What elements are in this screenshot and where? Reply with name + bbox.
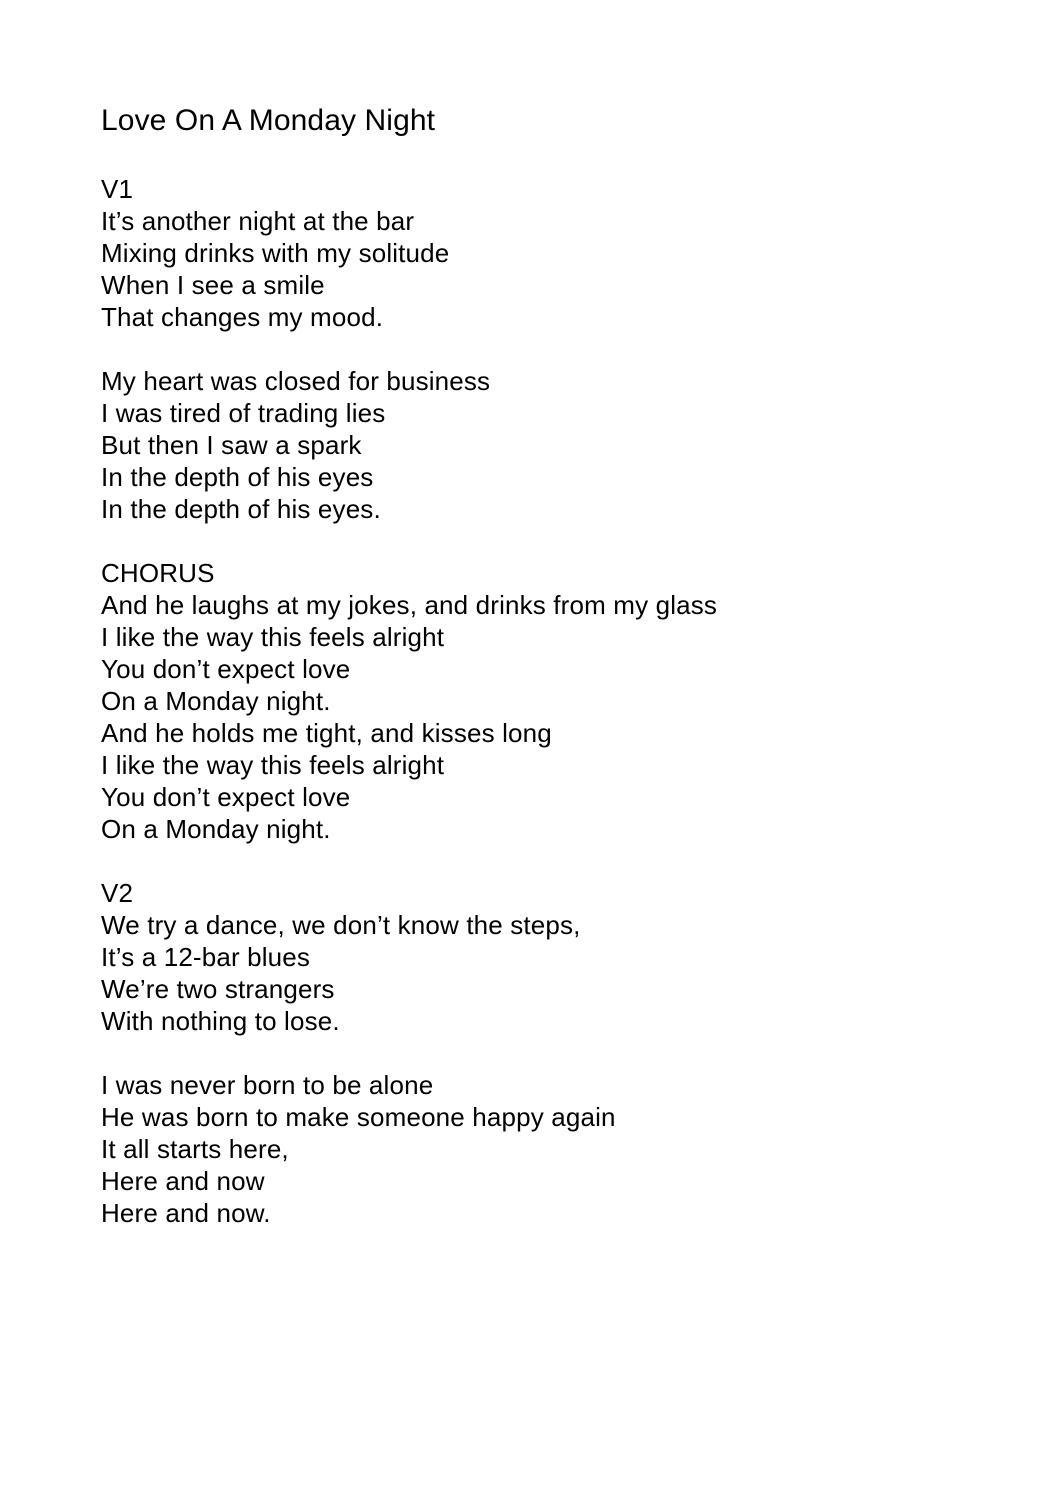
lyric-line: On a Monday night. <box>101 686 331 716</box>
lyric-line: Mixing drinks with my solitude <box>101 238 450 268</box>
section-v2 <box>101 877 1001 1229</box>
lyric-line: My heart was closed for business <box>101 366 491 396</box>
lyric-line: It all starts here, <box>101 1134 289 1164</box>
lyric-line: And he holds me tight, and kisses long <box>101 718 552 748</box>
lyric-line: It’s another night at the bar <box>101 206 415 236</box>
spacer <box>101 333 1001 365</box>
stanza <box>101 205 1001 333</box>
lyric-line: In the depth of his eyes. <box>101 494 381 524</box>
lyric-line: It’s a 12-bar blues <box>101 942 311 972</box>
stanza <box>101 909 1001 1037</box>
lyric-line: When I see a smile <box>101 270 325 300</box>
lyrics-content <box>101 103 1001 1229</box>
section-label-chorus: CHORUS <box>101 558 215 588</box>
lyric-line: And he laughs at my jokes, and drinks from my glass <box>101 590 718 620</box>
lyric-line: Here and now. <box>101 1198 271 1228</box>
lyric-line: I was never born to be alone <box>101 1070 434 1100</box>
stanza <box>101 365 1001 525</box>
stanza <box>101 589 1001 845</box>
stanza <box>101 1069 1001 1229</box>
lyric-line: In the depth of his eyes <box>101 462 374 492</box>
lyric-line: I like the way this feels alright <box>101 750 445 780</box>
lyric-line: I like the way this feels alright <box>101 622 445 652</box>
lyric-line: You don’t expect love <box>101 654 351 684</box>
lyric-line: On a Monday night. <box>101 814 331 844</box>
spacer <box>101 139 1001 173</box>
lyric-line: You don’t expect love <box>101 782 351 812</box>
lyric-line: With nothing to lose. <box>101 1006 340 1036</box>
section-chorus <box>101 557 1001 845</box>
lyric-line: We try a dance, we don’t know the steps, <box>101 910 581 940</box>
lyric-line: That changes my mood. <box>101 302 384 332</box>
section-label-v1: V1 <box>101 174 134 204</box>
section-label-v2: V2 <box>101 878 134 908</box>
spacer <box>101 845 1001 877</box>
song-title: Love On A Monday Night <box>101 104 436 137</box>
lyric-line: We’re two strangers <box>101 974 335 1004</box>
spacer <box>101 525 1001 557</box>
section-v1 <box>101 173 1001 525</box>
lyric-line: He was born to make someone happy again <box>101 1102 616 1132</box>
lyric-line: But then I saw a spark <box>101 430 362 460</box>
lyric-line: I was tired of trading lies <box>101 398 386 428</box>
lyric-line: Here and now <box>101 1166 265 1196</box>
spacer <box>101 1037 1001 1069</box>
